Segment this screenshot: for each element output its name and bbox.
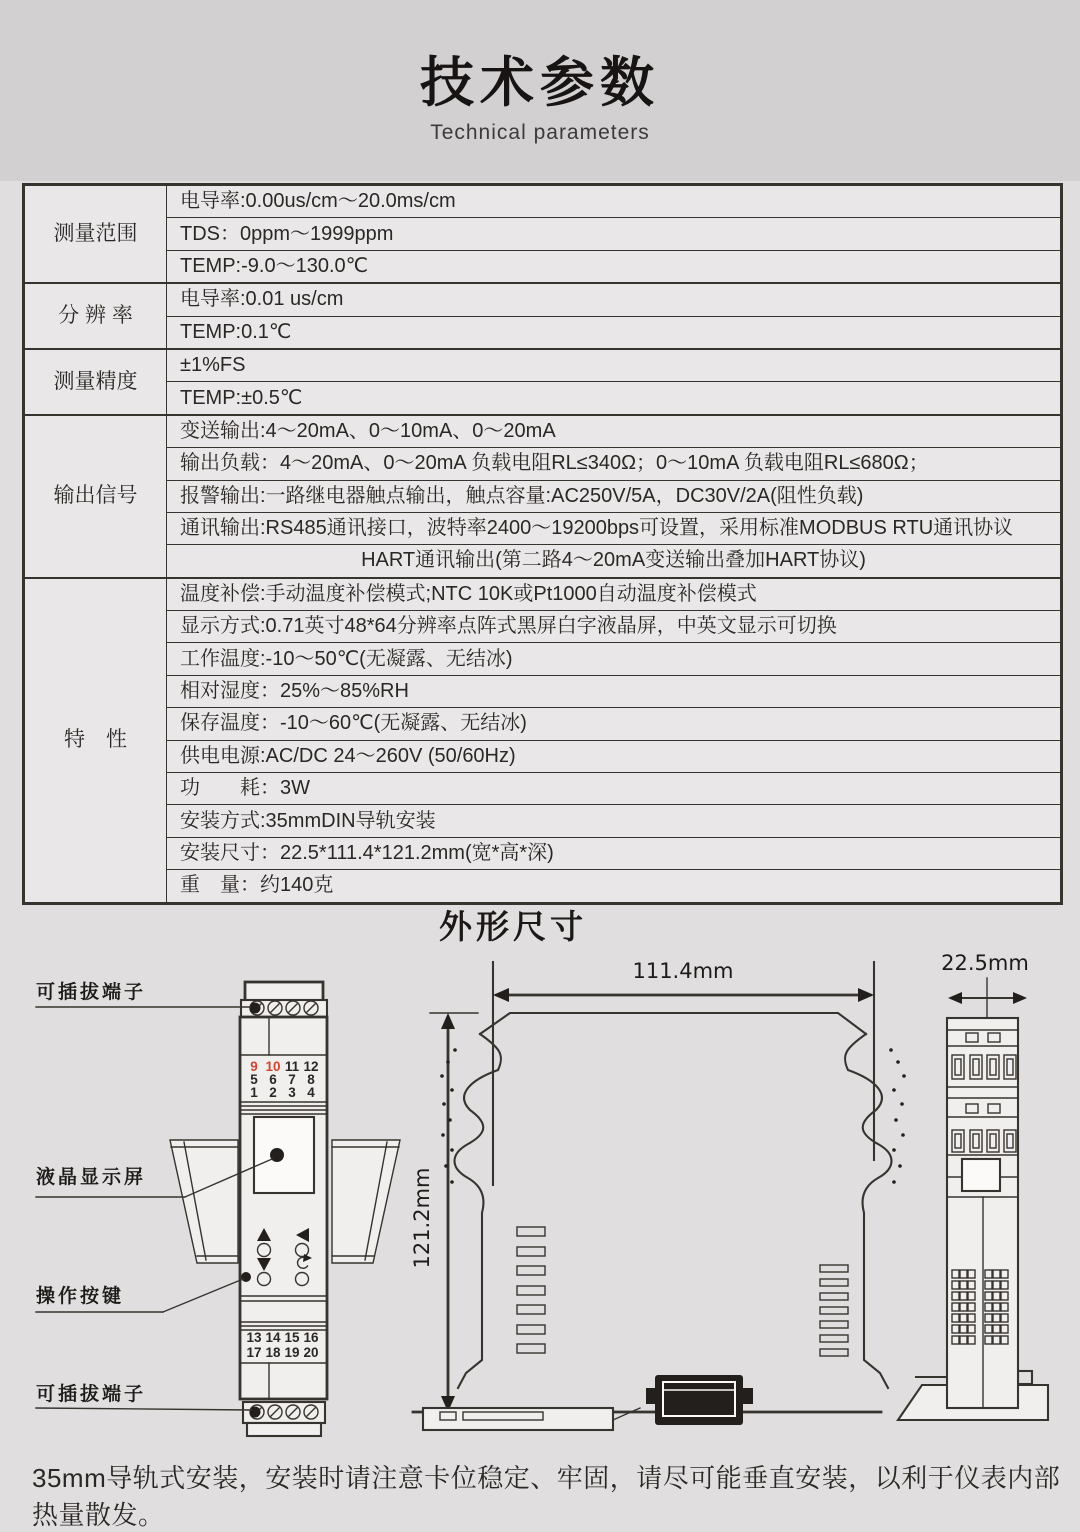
label-terminal-bottom: 可插拔端子 — [36, 1384, 147, 1405]
terminal-number: 7 — [288, 1072, 296, 1087]
spec-row — [24, 283, 1062, 316]
terminal-number: 20 — [303, 1345, 319, 1360]
spec-value: 安装尺寸：22.5*111.4*121.2mm(宽*高*深) — [167, 837, 1062, 869]
spec-row — [24, 480, 1062, 512]
din-clip — [423, 1408, 640, 1430]
front-view — [170, 982, 400, 1436]
spec-table — [22, 183, 1063, 905]
side-outline — [413, 1013, 906, 1430]
spec-group-label: 特 性 — [24, 578, 167, 903]
terminal-number: 13 — [246, 1330, 262, 1345]
spec-value: 重 量：约140克 — [167, 870, 1062, 903]
spec-row — [24, 415, 1062, 448]
spec-row — [24, 448, 1062, 480]
spec-row — [24, 316, 1062, 349]
label-keys: 操作按键 — [36, 1286, 125, 1307]
spec-value: TDS：0ppm～1999ppm — [167, 218, 1062, 250]
terminal-number: 12 — [303, 1059, 319, 1074]
section-title-dimensions: 外形尺寸 — [439, 908, 587, 945]
spec-value: 安装方式:35mmDIN导轨安装 — [167, 805, 1062, 837]
page-subtitle: Technical parameters — [430, 121, 650, 144]
spec-value: HART通讯输出(第二路4～20mA变送输出叠加HART协议) — [167, 545, 1062, 578]
terminal-number: 11 — [284, 1059, 300, 1074]
terminal-number: 8 — [307, 1072, 315, 1087]
page-title: 技术参数 — [420, 53, 660, 113]
vent-slats-left — [517, 1227, 545, 1353]
spec-row — [24, 185, 1062, 218]
keys-leader-dot — [241, 1272, 251, 1282]
terminal-number: 4 — [307, 1085, 315, 1100]
label-lcd: 液晶显示屏 — [36, 1167, 147, 1188]
spec-row — [24, 837, 1062, 869]
power-connector — [646, 1375, 753, 1425]
terminal-number: 18 — [265, 1345, 281, 1360]
spec-row — [24, 611, 1062, 643]
spec-row — [24, 349, 1062, 382]
terminal-number: 3 — [288, 1085, 296, 1100]
header-banner — [0, 0, 1080, 181]
terminal-number: 16 — [303, 1330, 319, 1345]
spec-row — [24, 643, 1062, 675]
spec-group-label: 输出信号 — [24, 415, 167, 578]
leader-anchor-dot — [250, 1003, 261, 1014]
side-view — [410, 959, 906, 1430]
spec-row — [24, 545, 1062, 578]
dimensions-diagram — [0, 930, 1080, 1458]
dim-height — [410, 1013, 478, 1412]
terminal-number: 1 — [250, 1085, 258, 1100]
spec-row — [24, 773, 1062, 805]
spec-group-label: 分 辨 率 — [24, 283, 167, 349]
spec-row — [24, 870, 1062, 903]
spec-value: 显示方式:0.71英寸48*64分辨率点阵式黑屏白字液晶屏，中英文显示可切换 — [167, 611, 1062, 643]
spec-row — [24, 675, 1062, 707]
spec-row — [24, 805, 1062, 837]
spec-row — [24, 512, 1062, 544]
vent-slats-right — [820, 1265, 848, 1356]
dim-depth-label: 22.5mm — [941, 951, 1029, 975]
spec-row — [24, 218, 1062, 250]
dim-width — [493, 959, 874, 1185]
spec-value: 功 耗：3W — [167, 773, 1062, 805]
spec-value: ±1%FS — [167, 349, 1062, 382]
hatch-dots — [440, 1048, 906, 1184]
terminal-number: 15 — [284, 1330, 300, 1345]
spec-group-label: 测量精度 — [24, 349, 167, 415]
label-terminal-top: 可插拔端子 — [36, 982, 147, 1003]
terminal-number: 6 — [269, 1072, 277, 1087]
dim-width-label: 111.4mm — [632, 959, 734, 983]
terminal-number: 5 — [250, 1072, 258, 1087]
spec-value: 电导率:0.00us/cm～20.0ms/cm — [167, 185, 1062, 218]
bottom-cap — [247, 1423, 321, 1436]
spec-value: 保存温度：-10～60℃(无凝露、无结冰) — [167, 708, 1062, 740]
spec-row — [24, 250, 1062, 283]
terminal-number: 14 — [265, 1330, 281, 1345]
terminal-number: 10 — [265, 1059, 281, 1074]
spec-value: 温度补偿:手动温度补偿模式;NTC 10K或Pt1000自动温度补偿模式 — [167, 578, 1062, 611]
spec-value: 报警输出:一路继电器触点输出，触点容量:AC250V/5A，DC30V/2A(阻性负载) — [167, 480, 1062, 512]
lcd-leader-dot — [270, 1148, 284, 1162]
spec-value: 电导率:0.01 us/cm — [167, 283, 1062, 316]
spec-row — [24, 382, 1062, 415]
end-view — [898, 951, 1048, 1420]
dim-height-label: 121.2mm — [410, 1167, 434, 1269]
spec-value: TEMP:±0.5℃ — [167, 382, 1062, 415]
spec-value: 供电电源:AC/DC 24～260V (50/60Hz) — [167, 740, 1062, 772]
terminal-number: 19 — [284, 1345, 300, 1360]
spec-value: 通讯输出:RS485通讯接口，波特率2400～19200bps可设置，采用标准MODBUS RTU通讯协议 — [167, 512, 1062, 544]
terminal-number: 2 — [269, 1085, 277, 1100]
spec-row — [24, 740, 1062, 772]
mounting-note: 35mm导轨式安装，安装时请注意卡位稳定、牢固，请尽可能垂直安装，以利于仪表内部热量散发。 — [32, 1463, 1061, 1530]
spec-value: 工作温度:-10～50℃(无凝露、无结冰) — [167, 643, 1062, 675]
spec-value: 输出负载：4～20mA、0～20mA 负载电阻RL≤340Ω；0～10mA 负载电阻RL≤680Ω； — [167, 448, 1062, 480]
spec-row — [24, 708, 1062, 740]
spec-row — [24, 578, 1062, 611]
terminal-number: 17 — [246, 1345, 262, 1360]
spec-value: 相对湿度：25%～85%RH — [167, 675, 1062, 707]
terminal-number: 9 — [250, 1059, 258, 1074]
spec-value: TEMP:0.1℃ — [167, 316, 1062, 349]
spec-value: TEMP:-9.0～130.0℃ — [167, 250, 1062, 283]
end-latch — [962, 1159, 1000, 1191]
spec-group-label: 测量范围 — [24, 185, 167, 284]
spec-value: 变送输出:4～20mA、0～10mA、0～20mA — [167, 415, 1062, 448]
